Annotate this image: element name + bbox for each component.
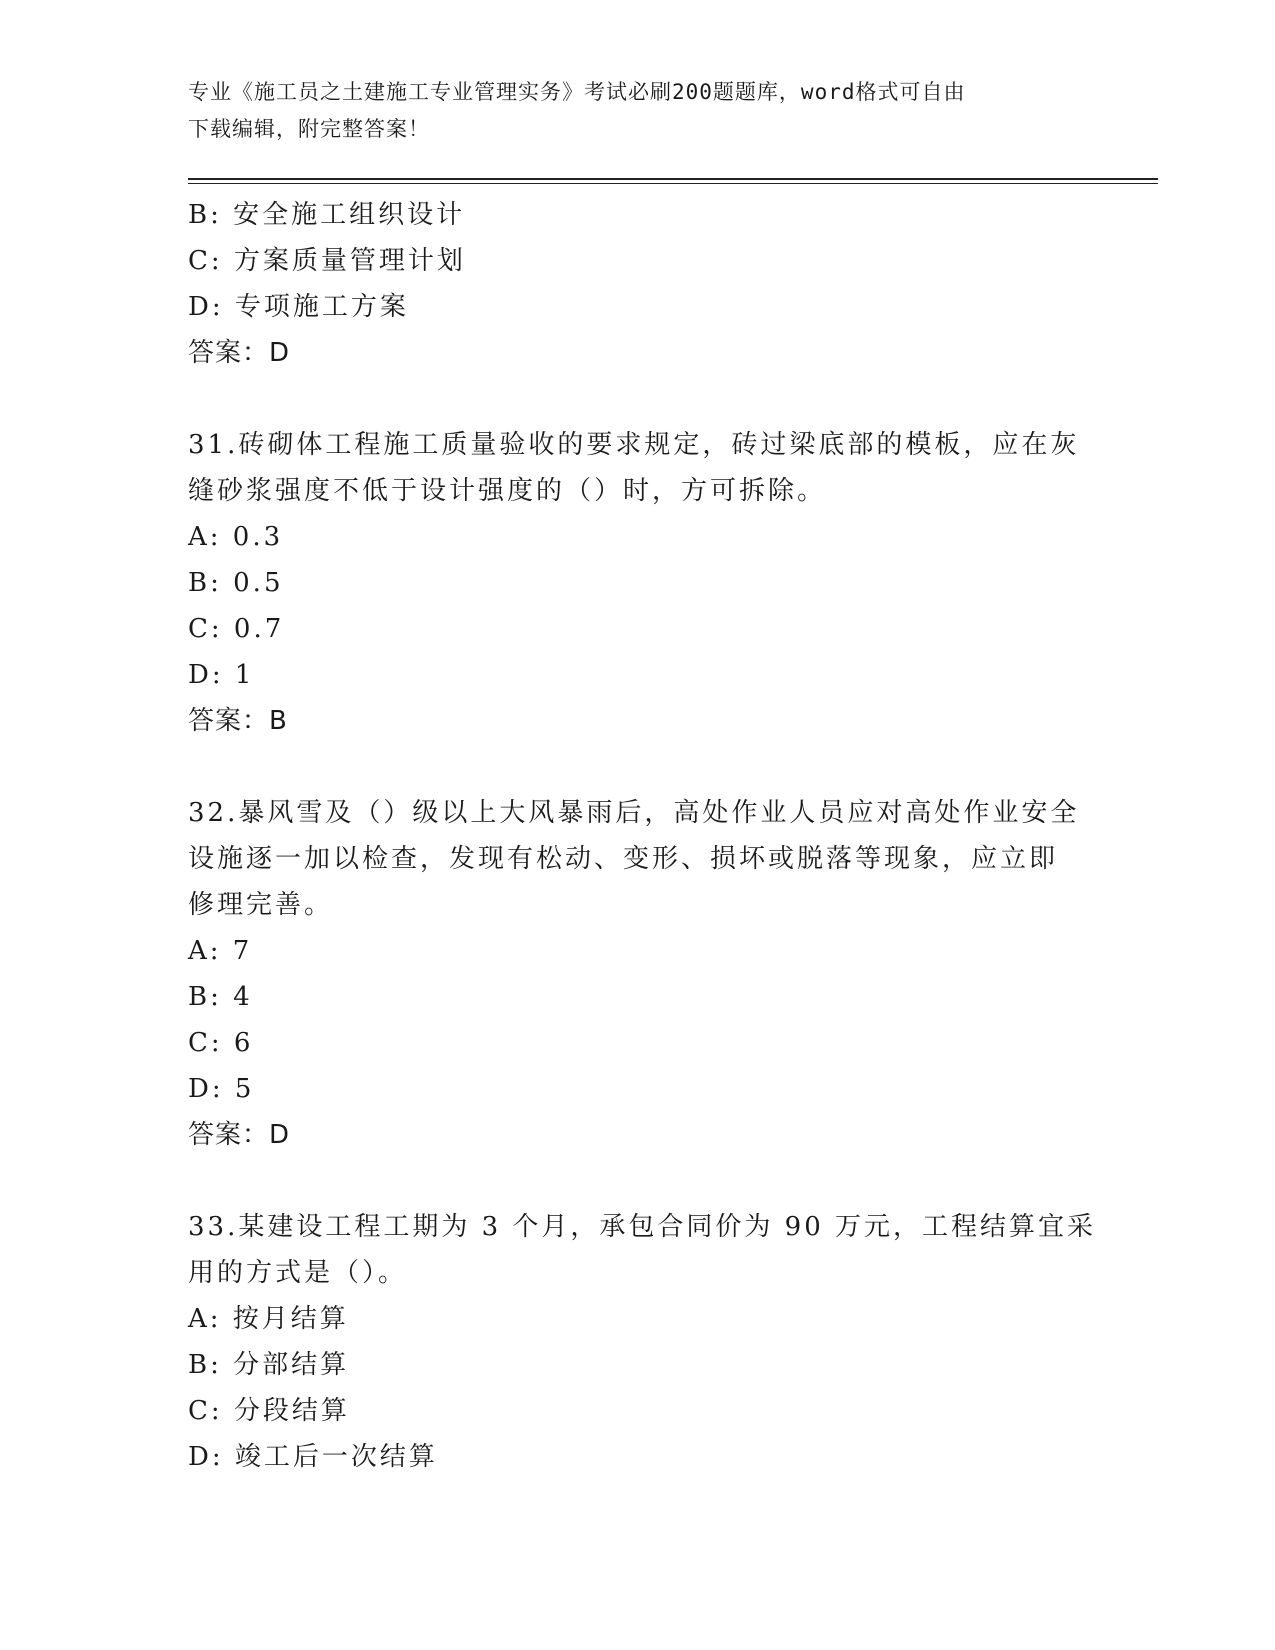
question-text-line: 用的方式是（）。: [188, 1258, 408, 1288]
option-b: B: 分部结算: [188, 1350, 350, 1380]
option-a: A: 7: [188, 936, 253, 966]
option-a: A: 按月结算: [188, 1304, 349, 1334]
question-text-line: 缝砂浆强度不低于设计强度的（）时，方可拆除。: [188, 476, 827, 506]
document-page: [188, 0, 1158, 1650]
question-31: [188, 422, 1088, 744]
answer-line: 答案：B: [188, 706, 288, 736]
option-d: D: 1: [188, 660, 255, 690]
option-c: C: 分段结算: [188, 1396, 350, 1426]
header-rule-thin: [188, 183, 1158, 184]
header-line-1: 专业《施工员之土建施工专业管理实务》考试必刷200题题库，word格式可自由: [188, 80, 966, 104]
question-text: [188, 1204, 1097, 1296]
option-d: D: 专项施工方案: [188, 292, 409, 322]
question-content: [188, 192, 1097, 1480]
option-b: B: 4: [188, 982, 253, 1012]
answer-line: 答案：D: [188, 338, 291, 368]
question-32: [188, 790, 1088, 1158]
option-c: C: 6: [188, 1028, 254, 1058]
question-33: [188, 1204, 1097, 1480]
question-text-line: 31.砖砌体工程施工质量验收的要求规定，砖过梁底部的模板，应在灰: [188, 430, 1080, 460]
option-d: D: 5: [188, 1074, 255, 1104]
option-a: A: 0.3: [188, 522, 284, 552]
option-b: B: 0.5: [188, 568, 284, 598]
header-line-2: 下载编辑，附完整答案！: [188, 117, 430, 141]
option-b: B: 安全施工组织设计: [188, 200, 466, 230]
previous-question-tail: [188, 192, 1088, 376]
question-text-line: 设施逐一加以检查，发现有松动、变形、损坏或脱落等现象，应立即: [188, 844, 1059, 874]
option-c: C: 0.7: [188, 614, 285, 644]
answer-line: 答案：D: [188, 1120, 291, 1150]
question-text: [188, 790, 1080, 928]
option-d: D: 竣工后一次结算: [188, 1442, 438, 1472]
header-rule-thick: [188, 178, 1158, 180]
question-text-line: 33.某建设工程工期为 3 个月，承包合同价为 90 万元，工程结算宜采: [188, 1212, 1097, 1242]
document-header: [188, 74, 1088, 148]
question-text: [188, 422, 1080, 514]
option-c: C: 方案质量管理计划: [188, 246, 466, 276]
question-text-line: 32.暴风雪及（）级以上大风暴雨后，高处作业人员应对高处作业安全: [188, 798, 1080, 828]
question-text-line: 修理完善。: [188, 890, 334, 920]
